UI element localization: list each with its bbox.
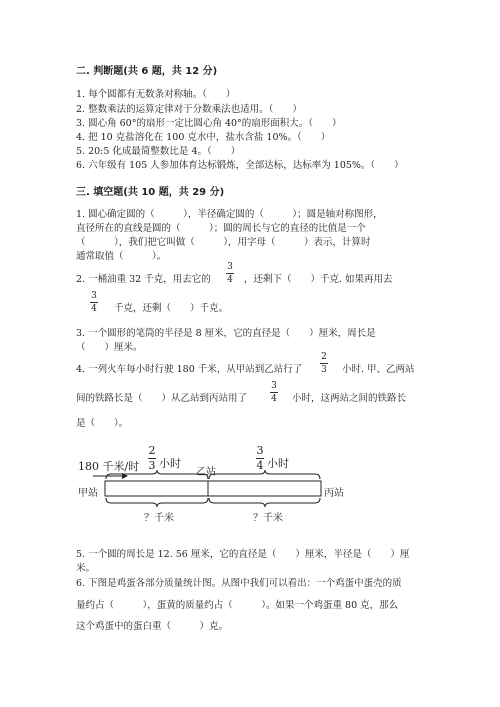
- diagram-time-2-unit: 小时: [267, 457, 289, 470]
- fill-q5-line-1: 5. 一个圆的周长是 12. 56 厘米，它的直径是（ ）厘米，半径是（ ）厘: [76, 549, 410, 560]
- fill-q4-text-d: 小时，这两站之间的铁路长: [292, 393, 407, 404]
- judge-item-3: 3. 圆心角 60°的扇形一定比圆心角 40°的扇形面积大。（ ）: [76, 118, 342, 129]
- fill-q4-fraction-1: 2 3: [321, 352, 327, 375]
- fill-q4-text-e: 是（ ）。: [76, 418, 129, 429]
- fill-q2-text-c: 千克，还剩（ ）千克。: [114, 303, 229, 314]
- fill-q6-line-3: 这个鸡蛋中的蛋白重（ ）克。: [76, 621, 229, 632]
- diagram-time-1-fraction: 2 3: [148, 444, 156, 472]
- bottom-brace-2: [209, 498, 320, 507]
- fill-q1-line-1: 1. 圆心确定圆的（ ），半径确定圆的（ ）；圆是轴对称图形，: [76, 209, 383, 220]
- judge-item-4: 4. 把 10 克盐溶化在 100 克水中，盐水含盐 10%。（ ）: [76, 132, 331, 143]
- diagram-station-b: 乙站: [196, 467, 216, 478]
- railway-track: [105, 481, 321, 496]
- diagram-speed-label: 180 千米/时: [78, 460, 140, 473]
- diagram-station-a: 甲站: [78, 488, 98, 499]
- fill-q4-text-a: 4. 一列火车每小时行驶 180 千米，从甲站到乙站行了: [76, 364, 303, 375]
- fill-q1-line-2: 直径所在的直线是圆的（ ）；圆的周长与它的直径的比值是一个: [76, 223, 366, 234]
- fill-q1-line-4: 通常取值（ ）。: [76, 251, 167, 262]
- top-brace-2: [209, 470, 320, 479]
- diagram-station-c: 丙站: [324, 488, 344, 499]
- fill-q2-fraction-2: 3 4: [91, 291, 97, 314]
- fill-q3-line-2: （ ）厘米。: [76, 342, 143, 353]
- bottom-brace-1: [106, 498, 208, 507]
- fill-q2-text-b: ，还剩下（ ）千克. 如果再用去: [244, 274, 393, 285]
- diagram-time-1-unit: 小时: [159, 457, 181, 470]
- judge-item-5: 5. 20:5 化成最简整数比是 4。（ ）: [76, 146, 241, 157]
- fill-q5-line-2: 米。: [76, 563, 96, 574]
- fill-q6-line-1: 6. 下图是鸡蛋各部分质量统计图。从图中我们可以看出：一个鸡蛋中蛋壳的质: [76, 578, 402, 589]
- fill-q3-line-1: 3. 一个圆形的笔筒的半径是 8 厘米，它的直径是（ ）厘米，周长是: [76, 328, 376, 339]
- judge-item-1: 1. 每个圆都有无数条对称轴。（ ）: [76, 89, 236, 100]
- judge-item-6: 6. 六年级有 105 人参加体育达标锻炼，全部达标，达标率为 105%。（ ）: [76, 160, 404, 171]
- fill-q6-line-2: 量约占（ ），蛋黄的质量约占（ ）。如果一个鸡蛋重 80 克，那么: [76, 600, 399, 611]
- diagram-distance-1: ？千米: [144, 513, 174, 524]
- section-title-judge: 二. 判断题(共 6 题，共 12 分): [76, 66, 218, 77]
- diagram-time-2-fraction: 3 4: [256, 444, 264, 472]
- fill-q4-fraction-2: 3 4: [271, 381, 277, 404]
- fill-q1-line-3: （ ），我们把它叫做（ ），用字母（ ）表示，计算时: [76, 237, 371, 248]
- section-title-fill: 三. 填空题(共 10 题，共 29 分): [76, 187, 225, 198]
- fill-q4-text-c: 间的铁路长是（ ）从乙站到丙站用了: [76, 393, 248, 404]
- diagram-distance-2: ？千米: [253, 513, 283, 524]
- fill-q2-fraction: 3 4: [227, 262, 233, 285]
- judge-item-2: 2. 整数乘法的运算定律对于分数乘法也适用。（ ）: [76, 104, 302, 115]
- fill-q2-text-a: 2. 一桶油重 32 千克，用去它的: [76, 274, 211, 285]
- fill-q4-text-b: 小时. 甲、乙两站: [342, 364, 415, 375]
